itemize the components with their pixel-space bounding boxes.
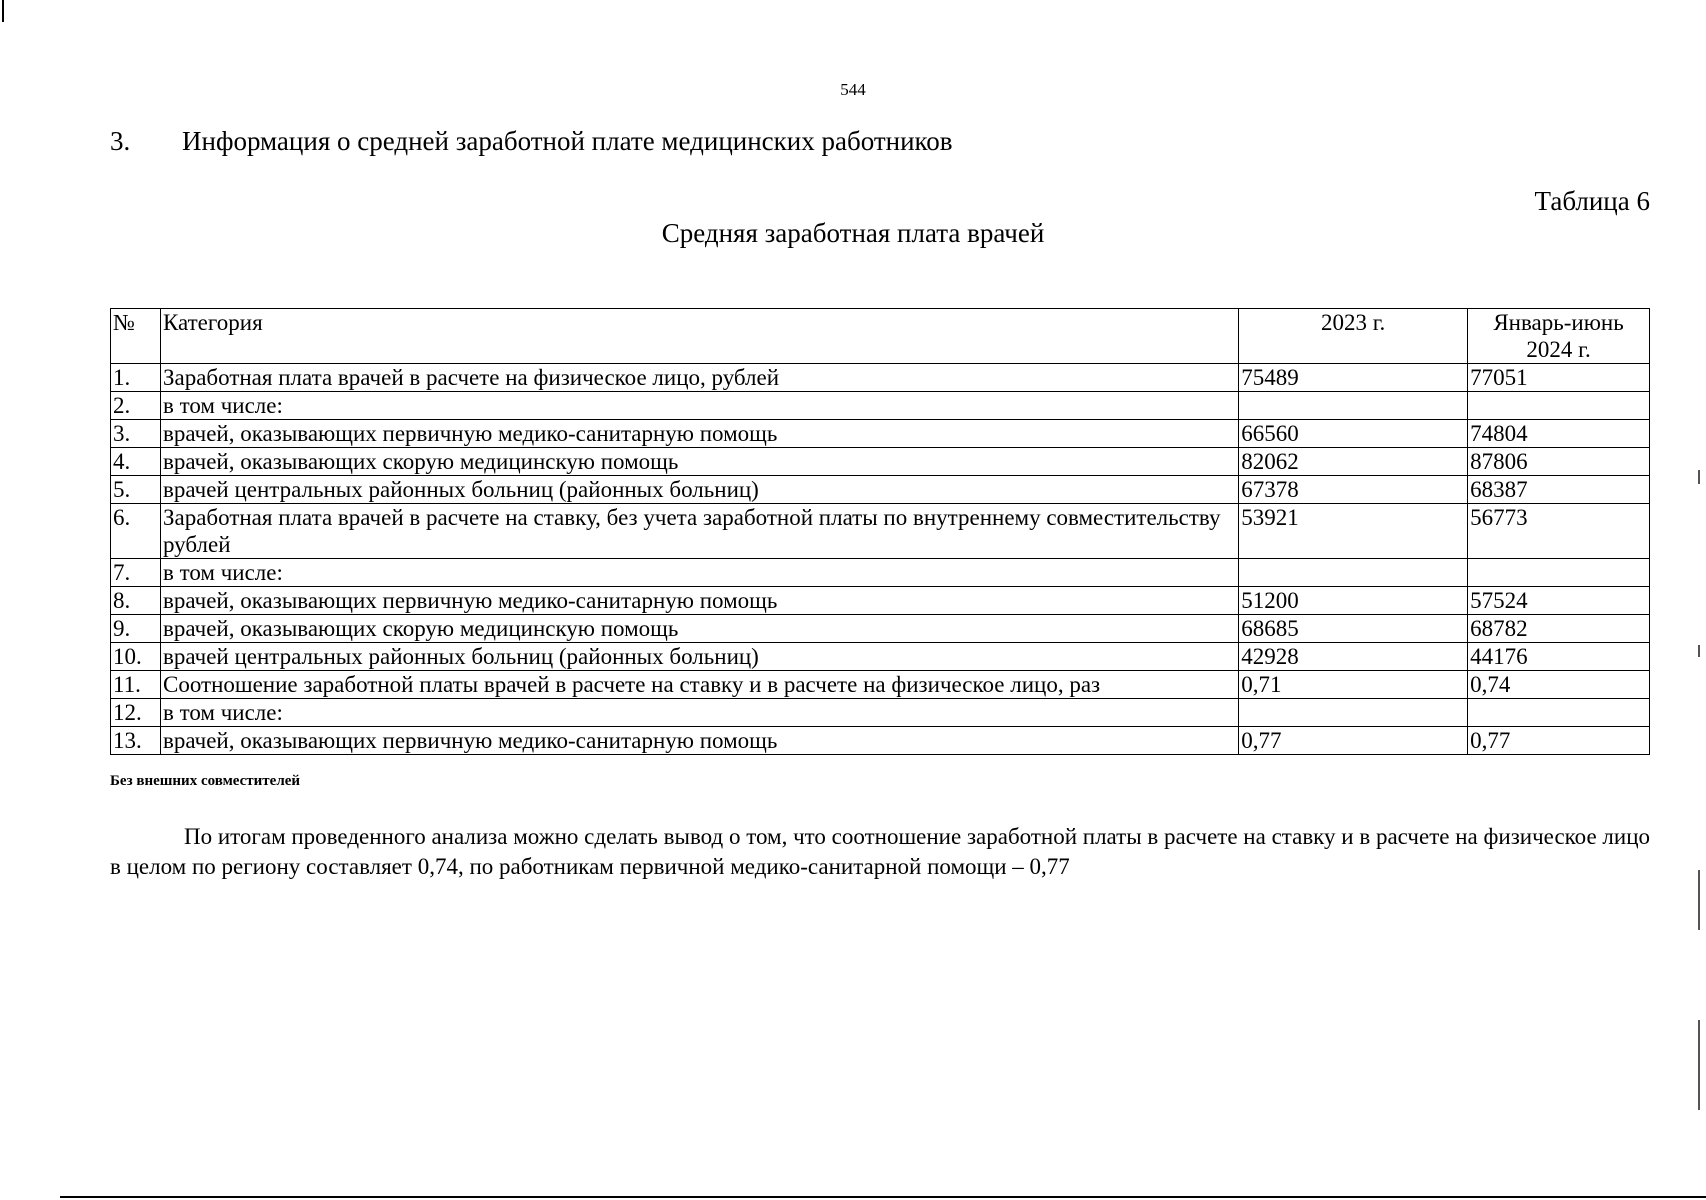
row-category: врачей центральных районных больниц (районных больниц) bbox=[160, 643, 1238, 671]
table-label: Таблица 6 bbox=[1534, 186, 1650, 216]
row-number: 12. bbox=[111, 699, 161, 727]
table-title: Средняя заработная плата врачей bbox=[661, 218, 1045, 248]
section-title: Информация о средней заработной плате медицинских работников bbox=[182, 126, 953, 156]
row-value-2024 bbox=[1468, 699, 1650, 727]
row-value-2024: 68387 bbox=[1468, 476, 1650, 504]
row-value-2024: 57524 bbox=[1468, 587, 1650, 615]
row-category: врачей, оказывающих первичную медико-санитарную помощь bbox=[160, 727, 1238, 755]
table-row bbox=[111, 671, 1650, 699]
row-value-2023: 66560 bbox=[1239, 420, 1468, 448]
row-value-2023: 68685 bbox=[1239, 615, 1468, 643]
row-value-2023: 51200 bbox=[1239, 587, 1468, 615]
row-number: 7. bbox=[111, 559, 161, 587]
table-row bbox=[111, 364, 1650, 392]
row-category: Заработная плата врачей в расчете на ставку, без учета заработной платы по внутреннему совместительству рублей bbox=[160, 504, 1238, 559]
row-number: 3. bbox=[111, 420, 161, 448]
row-number: 6. bbox=[111, 504, 161, 559]
table-row bbox=[111, 448, 1650, 476]
section-number: 3. bbox=[110, 126, 131, 156]
row-value-2023: 67378 bbox=[1239, 476, 1468, 504]
row-number: 11. bbox=[111, 671, 161, 699]
header-2024-line2: 2024 г. bbox=[1526, 337, 1591, 362]
row-value-2024: 77051 bbox=[1468, 364, 1650, 392]
header-category: Категория bbox=[160, 309, 1238, 364]
row-number: 4. bbox=[111, 448, 161, 476]
table-row bbox=[111, 392, 1650, 420]
edge-mark bbox=[1698, 470, 1700, 484]
row-category: врачей, оказывающих скорую медицинскую помощь bbox=[160, 448, 1238, 476]
row-number: 5. bbox=[111, 476, 161, 504]
row-value-2024: 0,74 bbox=[1468, 671, 1650, 699]
row-value-2024: 44176 bbox=[1468, 643, 1650, 671]
row-category: Заработная плата врачей в расчете на физическое лицо, рублей bbox=[160, 364, 1238, 392]
table-row bbox=[111, 504, 1650, 559]
row-category: в том числе: bbox=[160, 559, 1238, 587]
table-header-row bbox=[111, 309, 1650, 364]
row-value-2023: 42928 bbox=[1239, 643, 1468, 671]
header-2023: 2023 г. bbox=[1239, 309, 1468, 364]
table-row bbox=[111, 643, 1650, 671]
row-value-2024 bbox=[1468, 392, 1650, 420]
row-value-2023: 0,71 bbox=[1239, 671, 1468, 699]
row-value-2024 bbox=[1468, 559, 1650, 587]
section-heading bbox=[110, 126, 953, 157]
row-value-2023: 82062 bbox=[1239, 448, 1468, 476]
row-value-2023: 0,77 bbox=[1239, 727, 1468, 755]
row-category: Соотношение заработной платы врачей в расчете на ставку и в расчете на физическое лицо, раз bbox=[160, 671, 1238, 699]
row-value-2024: 68782 bbox=[1468, 615, 1650, 643]
scan-edge-mark bbox=[2, 0, 4, 22]
row-category: в том числе: bbox=[160, 392, 1238, 420]
row-value-2023 bbox=[1239, 392, 1468, 420]
row-category: в том числе: bbox=[160, 699, 1238, 727]
page-number: 544 bbox=[840, 80, 866, 99]
row-category: врачей, оказывающих первичную медико-санитарную помощь bbox=[160, 587, 1238, 615]
row-value-2023: 75489 bbox=[1239, 364, 1468, 392]
row-category: врачей, оказывающих первичную медико-санитарную помощь bbox=[160, 420, 1238, 448]
row-value-2024: 74804 bbox=[1468, 420, 1650, 448]
table-row bbox=[111, 420, 1650, 448]
table-row bbox=[111, 699, 1650, 727]
row-category: врачей, оказывающих скорую медицинскую помощь bbox=[160, 615, 1238, 643]
row-number: 8. bbox=[111, 587, 161, 615]
edge-mark bbox=[1698, 1020, 1700, 1110]
header-number: № bbox=[111, 309, 161, 364]
table-body bbox=[111, 364, 1650, 755]
salary-table bbox=[110, 308, 1650, 755]
row-number: 13. bbox=[111, 727, 161, 755]
row-category: врачей центральных районных больниц (районных больниц) bbox=[160, 476, 1238, 504]
header-2024 bbox=[1468, 309, 1650, 364]
footnote: Без внешних совместителей bbox=[110, 773, 301, 789]
row-value-2024: 56773 bbox=[1468, 504, 1650, 559]
table-row bbox=[111, 559, 1650, 587]
table-row bbox=[111, 476, 1650, 504]
edge-mark bbox=[1698, 870, 1700, 930]
row-value-2024: 0,77 bbox=[1468, 727, 1650, 755]
edge-mark bbox=[1698, 645, 1700, 657]
row-value-2024: 87806 bbox=[1468, 448, 1650, 476]
bottom-rule bbox=[60, 1196, 1706, 1198]
row-number: 2. bbox=[111, 392, 161, 420]
row-value-2023: 53921 bbox=[1239, 504, 1468, 559]
row-value-2023 bbox=[1239, 699, 1468, 727]
table-row bbox=[111, 615, 1650, 643]
row-number: 9. bbox=[111, 615, 161, 643]
header-2024-line1: Январь-июнь bbox=[1493, 310, 1624, 335]
row-number: 1. bbox=[111, 364, 161, 392]
conclusion-paragraph: По итогам проведенного анализа можно сделать вывод о том, что соотношение заработной платы в расчете на ставку и в расчете на физическое лицо в целом по региону составляет 0,74, по работникам первичной медико-санитарной помощи – 0,77 bbox=[110, 824, 1650, 879]
row-value-2023 bbox=[1239, 559, 1468, 587]
row-number: 10. bbox=[111, 643, 161, 671]
table-row bbox=[111, 727, 1650, 755]
table-row bbox=[111, 587, 1650, 615]
